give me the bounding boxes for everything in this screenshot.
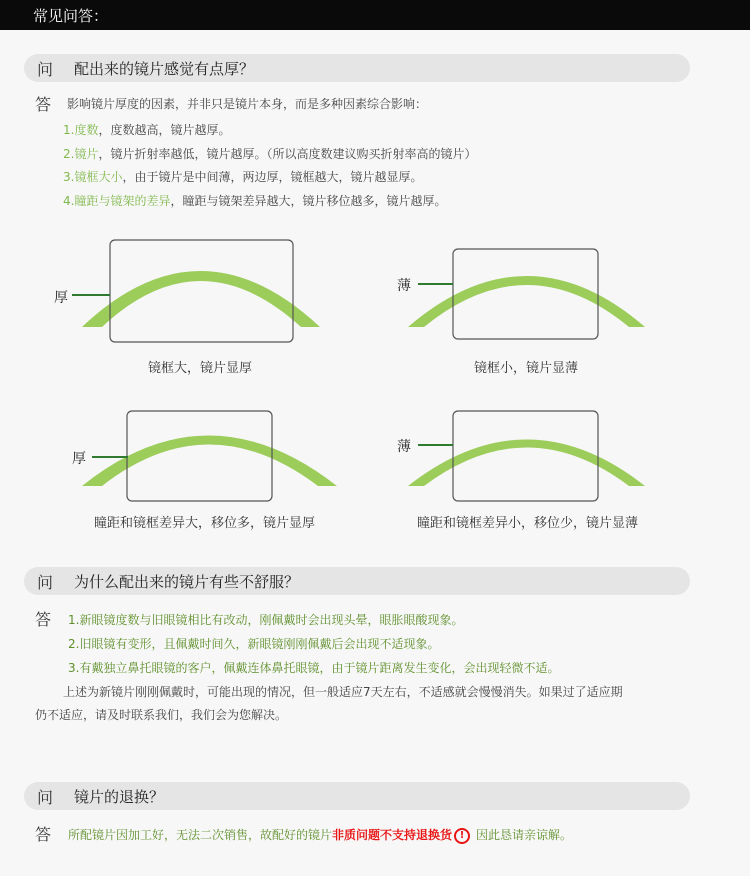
question-text: 为什么配出来的镜片有些不舒服？ [74, 573, 300, 591]
diagram-pd-small [408, 411, 645, 501]
thin-label: 薄 [397, 278, 411, 294]
question-mark: 问 [37, 788, 54, 807]
answer-item-1: 1.度数，度数越高，镜片越厚。 [63, 123, 231, 137]
answer-mark: 答 [35, 825, 52, 844]
answer-item-2: 2.镜片，镜片折射率越低，镜片越厚。（所以高度数建议购买折射率高的镜片） [63, 147, 477, 161]
policy-warning: 非质问题不支持退换货 [332, 828, 453, 842]
lens-arc [408, 440, 645, 487]
thin-label: 薄 [397, 439, 411, 455]
answer-return-policy: 所配镜片因加工好，无法二次销售，故配好的镜片非质问题不支持退换货 ! 因此恳请亲谅解。 [68, 828, 573, 842]
diagram-big-frame [72, 240, 320, 342]
warning-icon: ! [454, 828, 470, 844]
answer-item-1: 1.新眼镜度数与旧眼镜相比有改动，刚佩戴时会出现头晕，眼胀眼酸现象。 [68, 613, 464, 627]
question-bar-3 [24, 782, 690, 810]
question-text: 镜片的退换？ [74, 788, 165, 806]
lens-thickness-diagrams [0, 225, 750, 535]
answer-summary: 上述为新镜片刚刚佩戴时，可能出现的情况，但一般适应7天左右，不适感就会慢慢消失。如果过了适应期 [63, 685, 623, 699]
lens-arc [82, 436, 337, 487]
answer-item-3: 3.有戴独立鼻托眼镜的客户，佩戴连体鼻托眼镜，由于镜片距离发生变化，会出现轻微不适。 [68, 661, 560, 675]
answer-summary-cont: 仍不适应，请及时联系我们，我们会为您解决。 [35, 708, 288, 722]
thick-label: 厚 [54, 290, 68, 306]
answer-item-2: 2.旧眼镜有变形，且佩戴时间久，新眼镜刚刚佩戴后会出现不适现象。 [68, 637, 440, 651]
thick-label: 厚 [72, 451, 86, 467]
answer-item-4: 4.瞳距与镜架的差异，瞳距与镜架差异越大，镜片移位越多，镜片越厚。 [63, 194, 447, 208]
diagram-caption: 镜框小，镜片显薄 [474, 361, 579, 376]
diagram-caption: 镜框大，镜片显厚 [148, 361, 253, 376]
answer-intro: 影响镜片厚度的因素，并非只是镜片本身，而是多种因素综合影响： [67, 97, 428, 111]
lens-arc [82, 271, 320, 327]
answer-mark: 答 [35, 95, 52, 114]
diagram-caption: 瞳距和镜框差异小，移位少，镜片显薄 [417, 516, 639, 531]
question-bar-1 [24, 54, 690, 82]
header-title: 常见问答： [33, 7, 109, 25]
diagram-small-frame [408, 249, 645, 339]
page-header [0, 0, 750, 30]
diagram-caption: 瞳距和镜框差异大，移位多，镜片显厚 [94, 516, 316, 531]
answer-mark: 答 [35, 610, 52, 629]
question-bar-2 [24, 567, 690, 595]
diagram-pd-large [82, 411, 337, 501]
question-mark: 问 [37, 573, 54, 592]
answer-item-3: 3.镜框大小，由于镜片是中间薄，两边厚，镜框越大，镜片越显厚。 [63, 170, 423, 184]
question-text: 配出来的镜片感觉有点厚？ [74, 60, 255, 78]
question-mark: 问 [37, 60, 54, 79]
